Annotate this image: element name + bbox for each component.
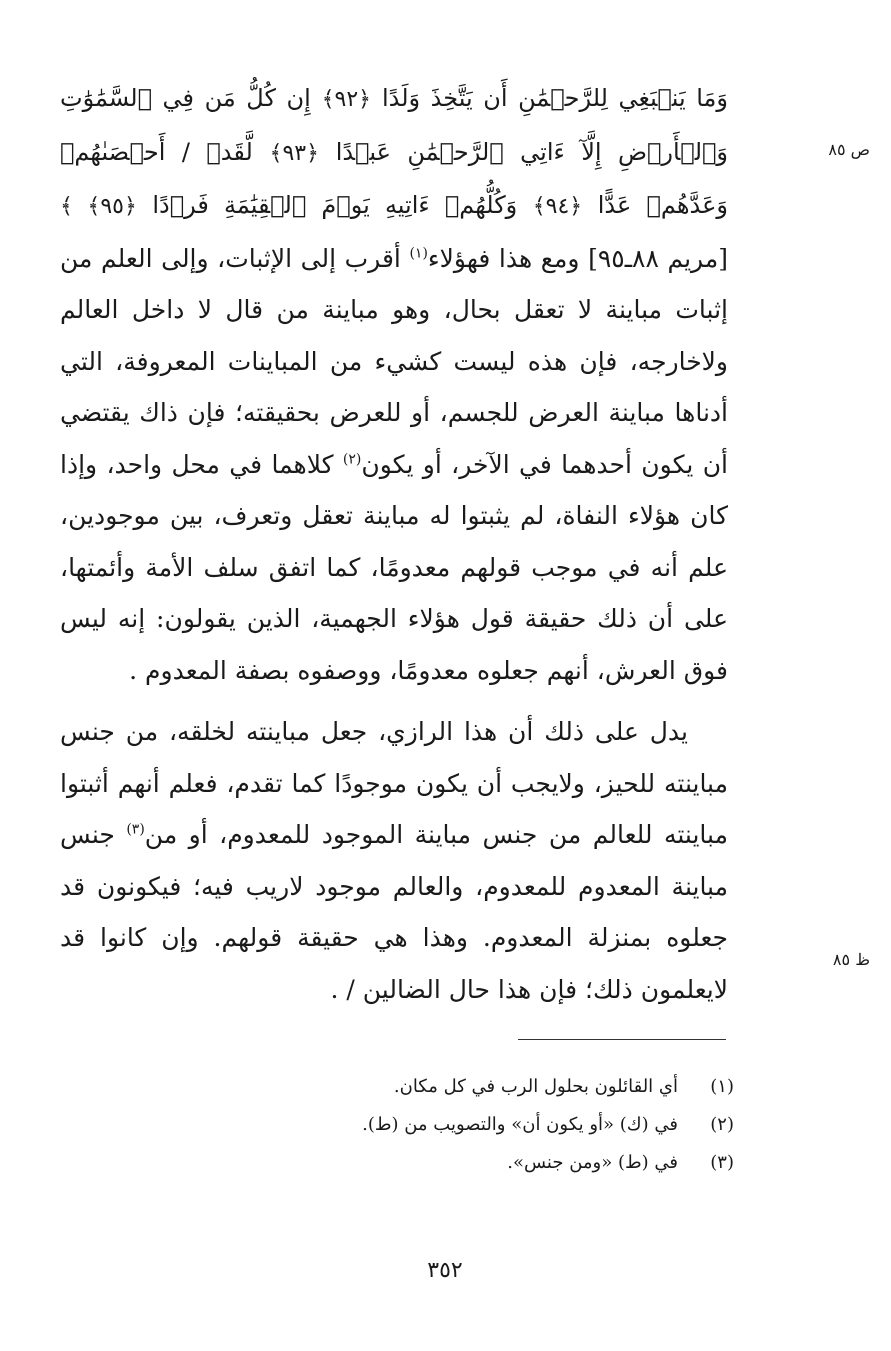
footnote-ref-2[interactable]: (٢) bbox=[342, 451, 362, 468]
footnote-number: (١) bbox=[710, 1076, 734, 1097]
footnote-ref-3[interactable]: (٣) bbox=[126, 821, 145, 838]
footnote-text: أي القائلون بحلول الرب في كل مكان. bbox=[393, 1076, 678, 1097]
footnote-divider bbox=[518, 1039, 726, 1040]
text-segment: ومع هذا فهؤلاء bbox=[427, 243, 580, 273]
footnotes bbox=[260, 1068, 734, 1182]
text-segment: كلاهما في محل واحد، وإذا كان هؤلاء النفاة، لم يثبتوا له مباينة تعقل وتعرف، بين موجودين، علم أنه في موجب قولهم معدومًا، كما اتفق سلف الأمة وأئمتها، على أن ذلك حقيقة قول هؤلاء الجهمية، الذين يقولون: إنه ليس فوق العرش، أنهم جعلوه معدومًا، ووصفوه بصفة المعدوم . bbox=[60, 449, 728, 685]
paragraph-1 bbox=[60, 72, 728, 696]
quran-verse-90: لَّقَدۡ / أَحۡصَىٰهُمۡ وَعَدَّهُمۡ عَدًّا bbox=[60, 137, 728, 219]
ayah-marker-92: ﴿٩٢﴾ bbox=[321, 87, 372, 112]
footnote-3 bbox=[260, 1144, 734, 1182]
paragraph-2 bbox=[60, 706, 728, 1015]
footnote-1 bbox=[260, 1068, 734, 1106]
footnote-ref-1[interactable]: (١) bbox=[409, 245, 428, 262]
footnote-2 bbox=[260, 1106, 734, 1144]
footnote-text: في (ك) «أو يكون أن» والتصويب من (ط). bbox=[362, 1114, 678, 1135]
ayah-marker-94: ﴿٩٤﴾ bbox=[532, 194, 583, 219]
quran-verse-89: إِن كُلُّ مَن فِي ٱلسَّمَٰوَٰتِ وَٱلۡأَرۡضِ إِلَّآ ءَاتِي ٱلرَّحۡمَٰنِ عَبۡدًا bbox=[60, 84, 729, 166]
ayah-marker-93: ﴿٩٣﴾ bbox=[269, 140, 319, 166]
margin-note-top: ص ٨٥ bbox=[828, 140, 870, 159]
footnote-text: في (ط) «ومن جنس». bbox=[507, 1152, 678, 1173]
main-text bbox=[60, 72, 728, 1015]
ayah-marker-95: ﴿٩٥﴾ ﴾ bbox=[60, 194, 137, 219]
verse-citation: [مريم ٨٨ـ٩٥] bbox=[588, 243, 728, 273]
page-number: ٣٥٢ bbox=[427, 1258, 463, 1283]
quran-verse-91: وَكُلُّهُمۡ ءَاتِيهِ يَوۡمَ ٱلۡقِيَٰمَةِ فَرۡدًا bbox=[152, 191, 518, 219]
footnote-number: (٢) bbox=[710, 1114, 734, 1135]
footnote-number: (٣) bbox=[710, 1152, 734, 1173]
quran-verse-88: وَمَا يَنۢبَغِي لِلرَّحۡمَٰنِ أَن يَتَّخِذَ وَلَدًا bbox=[381, 84, 729, 112]
text-segment: جنس مباينة المعدوم للمعدوم، والعالم موجود لاريب فيه؛ فيكونون قد جعلوه بمنزلة المعدوم. وهذا هي حقيقة قولهم. وإن كانوا قد لايعلمون ذلك؛ فإن هذا حال الضالين / . bbox=[60, 820, 728, 1004]
text-segment: يدل على ذلك أن هذا الرازي، جعل مباينته لخلقه، من جنس مباينته للحيز، ولايجب أن يكون موجودًا كما تقدم، فعلم أنهم أثبتوا مباينته للعالم من جنس مباينة الموجود للمعدوم، أو من bbox=[60, 717, 728, 849]
margin-note-bottom: ظ ٨٥ bbox=[832, 950, 870, 969]
text-segment: أقرب إلى الإثبات، وإلى العلم من إثبات مباينة لا تعقل بحال، وهو مباينة من قال لا داخل العالم ولاخارجه، فإن هذه ليست كشيء من المباينات المعروفة، التي أدناها مباينة العرض للجسم، أو للعرض بحقيقته؛ فإن ذاك يقتضي أن يكون أحدهما في الآخر، أو يكون bbox=[60, 243, 728, 479]
